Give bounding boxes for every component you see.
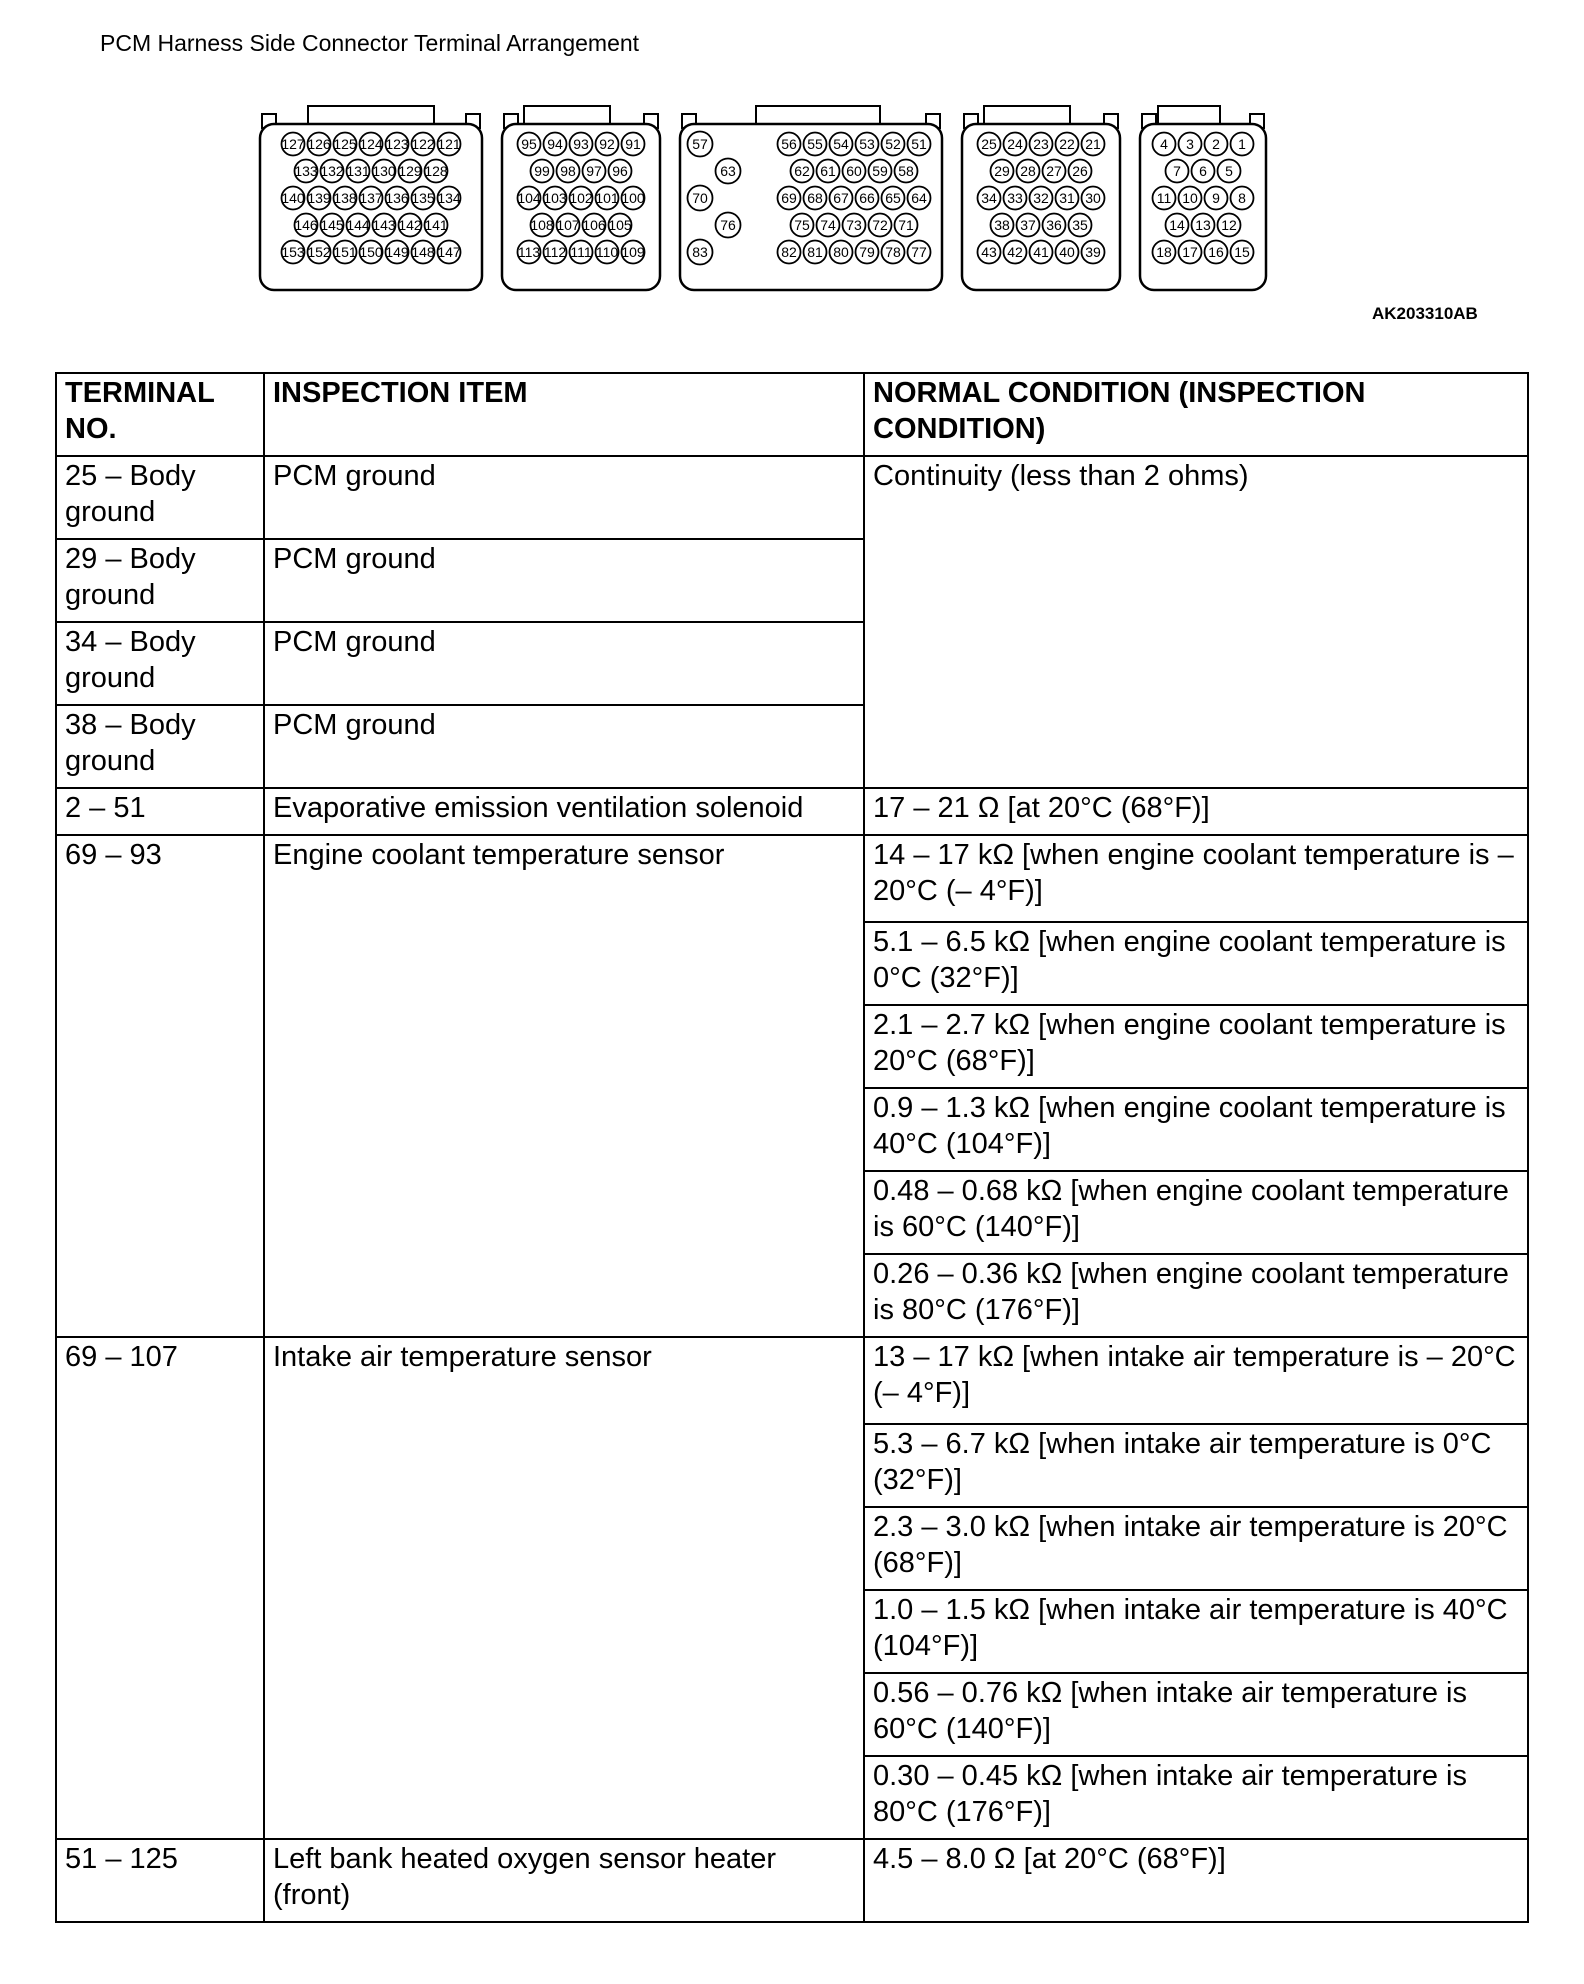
terminal-label: 42 bbox=[1007, 244, 1023, 260]
figure-code: AK203310AB bbox=[1372, 304, 1478, 323]
terminal-label: 69 bbox=[781, 190, 797, 206]
terminal-label: 40 bbox=[1059, 244, 1075, 260]
terminal-label: 2 bbox=[1212, 136, 1220, 152]
terminal-label: 83 bbox=[692, 244, 708, 260]
terminal-label: 1 bbox=[1238, 136, 1246, 152]
terminal-label: 7 bbox=[1173, 163, 1181, 179]
terminal-cell: 69 – 93 bbox=[56, 835, 264, 1337]
condition-cell: 0.56 – 0.76 kΩ [when intake air temperature is 60°C (140°F)] bbox=[864, 1673, 1528, 1756]
terminal-label: 8 bbox=[1238, 190, 1246, 206]
terminal-label: 151 bbox=[333, 244, 357, 260]
terminal-label: 104 bbox=[517, 190, 541, 206]
terminal-label: 109 bbox=[621, 244, 645, 260]
terminal-label: 35 bbox=[1072, 217, 1088, 233]
terminal-label: 111 bbox=[570, 244, 592, 260]
terminal-label: 38 bbox=[994, 217, 1010, 233]
terminal-label: 103 bbox=[543, 190, 567, 206]
terminal-label: 9 bbox=[1212, 190, 1220, 206]
terminal-label: 55 bbox=[807, 136, 823, 152]
terminal-label: 58 bbox=[898, 163, 914, 179]
item-cell: PCM ground bbox=[264, 622, 864, 705]
terminal-label: 71 bbox=[898, 217, 914, 233]
condition-cell: 2.3 – 3.0 kΩ [when intake air temperature is 20°C (68°F)] bbox=[864, 1507, 1528, 1590]
connector-tab bbox=[756, 106, 880, 124]
terminal-cell: 34 – Body ground bbox=[56, 622, 264, 705]
terminal-label: 73 bbox=[846, 217, 862, 233]
terminal-label: 3 bbox=[1186, 136, 1194, 152]
terminal-label: 43 bbox=[981, 244, 997, 260]
terminal-cell: 38 – Body ground bbox=[56, 705, 264, 788]
terminal-cell: 2 – 51 bbox=[56, 788, 264, 835]
terminal-label: 138 bbox=[333, 190, 357, 206]
terminal-label: 131 bbox=[346, 163, 370, 179]
terminal-label: 21 bbox=[1085, 136, 1101, 152]
terminal-label: 123 bbox=[385, 136, 409, 152]
table-row bbox=[56, 835, 1528, 922]
header-item: INSPECTION ITEM bbox=[264, 373, 864, 456]
terminal-label: 78 bbox=[885, 244, 901, 260]
item-cell: Intake air temperature sensor bbox=[264, 1337, 864, 1839]
terminal-label: 27 bbox=[1046, 163, 1062, 179]
condition-cell: 13 – 17 kΩ [when intake air temperature is – 20°C (– 4°F)] bbox=[864, 1337, 1528, 1424]
terminal-label: 146 bbox=[294, 217, 318, 233]
terminal-label: 98 bbox=[560, 163, 576, 179]
terminal-label: 148 bbox=[411, 244, 435, 260]
terminal-label: 132 bbox=[320, 163, 344, 179]
terminal-label: 147 bbox=[437, 244, 461, 260]
terminal-label: 63 bbox=[720, 163, 736, 179]
terminal-label: 26 bbox=[1072, 163, 1088, 179]
terminal-label: 5 bbox=[1225, 163, 1233, 179]
terminal-label: 91 bbox=[625, 136, 641, 152]
table-row bbox=[56, 1839, 1528, 1922]
terminal-label: 54 bbox=[833, 136, 849, 152]
terminal-label: 82 bbox=[781, 244, 797, 260]
terminal-label: 41 bbox=[1033, 244, 1049, 260]
condition-cell: 2.1 – 2.7 kΩ [when engine coolant temperature is 20°C (68°F)] bbox=[864, 1005, 1528, 1088]
terminal-label: 17 bbox=[1182, 244, 1198, 260]
terminal-label: 153 bbox=[281, 244, 305, 260]
terminal-label: 150 bbox=[359, 244, 383, 260]
terminal-label: 99 bbox=[534, 163, 550, 179]
terminal-label: 105 bbox=[608, 217, 632, 233]
page-title: PCM Harness Side Connector Terminal Arrangement bbox=[100, 30, 640, 56]
item-cell: PCM ground bbox=[264, 539, 864, 622]
terminal-label: 29 bbox=[994, 163, 1010, 179]
header-condition: NORMAL CONDITION (INSPECTION CONDITION) bbox=[864, 373, 1528, 456]
item-cell: Evaporative emission ventilation solenoid bbox=[264, 788, 864, 835]
condition-cell: 5.3 – 6.7 kΩ [when intake air temperature is 0°C (32°F)] bbox=[864, 1424, 1528, 1507]
terminal-label: 77 bbox=[911, 244, 927, 260]
terminal-label: 60 bbox=[846, 163, 862, 179]
condition-cell: 0.30 – 0.45 kΩ [when intake air temperature is 80°C (176°F)] bbox=[864, 1756, 1528, 1839]
terminal-cell: 29 – Body ground bbox=[56, 539, 264, 622]
item-cell: PCM ground bbox=[264, 456, 864, 539]
terminal-label: 56 bbox=[781, 136, 797, 152]
terminal-label: 12 bbox=[1221, 217, 1237, 233]
connector-tab bbox=[308, 106, 434, 124]
terminal-label: 128 bbox=[424, 163, 448, 179]
terminal-label: 74 bbox=[820, 217, 836, 233]
connector-tab bbox=[524, 106, 610, 124]
terminal-label: 70 bbox=[692, 190, 708, 206]
terminal-label: 37 bbox=[1020, 217, 1036, 233]
terminal-label: 126 bbox=[307, 136, 331, 152]
terminal-label: 95 bbox=[521, 136, 537, 152]
terminal-label: 92 bbox=[599, 136, 615, 152]
item-cell: Left bank heated oxygen sensor heater (front) bbox=[264, 1839, 864, 1922]
terminal-label: 94 bbox=[547, 136, 563, 152]
terminal-label: 135 bbox=[411, 190, 435, 206]
terminal-label: 4 bbox=[1160, 136, 1168, 152]
table-header-row bbox=[56, 373, 1528, 456]
condition-cell: 5.1 – 6.5 kΩ [when engine coolant temperature is 0°C (32°F)] bbox=[864, 922, 1528, 1005]
table-row bbox=[56, 456, 1528, 539]
terminal-label: 59 bbox=[872, 163, 888, 179]
connector-tab bbox=[984, 106, 1070, 124]
item-cell: Engine coolant temperature sensor bbox=[264, 835, 864, 1337]
terminal-label: 16 bbox=[1208, 244, 1224, 260]
terminal-label: 30 bbox=[1085, 190, 1101, 206]
inspection-table bbox=[55, 372, 1529, 1923]
condition-cell: 14 – 17 kΩ [when engine coolant temperature is – 20°C (– 4°F)] bbox=[864, 835, 1528, 922]
condition-cell: 0.26 – 0.36 kΩ [when engine coolant temperature is 80°C (176°F)] bbox=[864, 1254, 1528, 1337]
terminal-label: 141 bbox=[424, 217, 448, 233]
terminal-label: 6 bbox=[1199, 163, 1207, 179]
terminal-label: 32 bbox=[1033, 190, 1049, 206]
terminal-label: 140 bbox=[281, 190, 305, 206]
terminal-label: 67 bbox=[833, 190, 849, 206]
terminal-label: 110 bbox=[595, 244, 619, 260]
header-terminal: TERMINAL NO. bbox=[56, 373, 264, 456]
terminal-label: 143 bbox=[372, 217, 396, 233]
terminal-cell: 69 – 107 bbox=[56, 1337, 264, 1839]
condition-cell: 0.9 – 1.3 kΩ [when engine coolant temperature is 40°C (104°F)] bbox=[864, 1088, 1528, 1171]
terminal-label: 108 bbox=[530, 217, 554, 233]
terminal-cell: 51 – 125 bbox=[56, 1839, 264, 1922]
terminal-label: 51 bbox=[911, 136, 927, 152]
terminal-label: 139 bbox=[307, 190, 331, 206]
terminal-label: 24 bbox=[1007, 136, 1023, 152]
terminal-label: 13 bbox=[1195, 217, 1211, 233]
terminal-label: 152 bbox=[307, 244, 331, 260]
terminal-label: 113 bbox=[517, 244, 541, 260]
terminal-label: 134 bbox=[437, 190, 461, 206]
terminal-label: 136 bbox=[385, 190, 409, 206]
terminal-label: 65 bbox=[885, 190, 901, 206]
terminal-label: 129 bbox=[398, 163, 422, 179]
terminal-label: 96 bbox=[612, 163, 628, 179]
terminal-label: 112 bbox=[543, 244, 567, 260]
terminal-label: 34 bbox=[981, 190, 997, 206]
terminal-label: 144 bbox=[346, 217, 370, 233]
terminal-label: 102 bbox=[569, 190, 593, 206]
terminal-label: 142 bbox=[398, 217, 422, 233]
terminal-label: 39 bbox=[1085, 244, 1101, 260]
terminal-label: 11 bbox=[1156, 190, 1172, 206]
terminal-label: 137 bbox=[359, 190, 383, 206]
terminal-label: 124 bbox=[359, 136, 383, 152]
terminal-label: 25 bbox=[981, 136, 997, 152]
item-cell: PCM ground bbox=[264, 705, 864, 788]
terminal-label: 81 bbox=[807, 244, 823, 260]
terminal-label: 145 bbox=[320, 217, 344, 233]
terminal-label: 66 bbox=[859, 190, 875, 206]
terminal-label: 36 bbox=[1046, 217, 1062, 233]
terminal-cell: 25 – Body ground bbox=[56, 456, 264, 539]
terminal-label: 23 bbox=[1033, 136, 1049, 152]
connector-diagram bbox=[256, 104, 1276, 294]
terminal-label: 22 bbox=[1059, 136, 1075, 152]
condition-cell: 17 – 21 Ω [at 20°C (68°F)] bbox=[864, 788, 1528, 835]
condition-cell: Continuity (less than 2 ohms) bbox=[864, 456, 1528, 788]
terminal-label: 80 bbox=[833, 244, 849, 260]
terminal-label: 75 bbox=[794, 217, 810, 233]
terminal-label: 72 bbox=[872, 217, 888, 233]
terminal-label: 130 bbox=[372, 163, 396, 179]
terminal-label: 14 bbox=[1169, 217, 1185, 233]
terminal-label: 106 bbox=[582, 217, 606, 233]
table-row bbox=[56, 1337, 1528, 1424]
terminal-label: 149 bbox=[385, 244, 409, 260]
terminal-label: 18 bbox=[1156, 244, 1172, 260]
terminal-label: 15 bbox=[1234, 244, 1250, 260]
terminal-label: 10 bbox=[1182, 190, 1198, 206]
terminal-label: 133 bbox=[294, 163, 318, 179]
terminal-label: 107 bbox=[556, 217, 580, 233]
terminal-label: 28 bbox=[1020, 163, 1036, 179]
terminal-label: 79 bbox=[859, 244, 875, 260]
terminal-label: 52 bbox=[885, 136, 901, 152]
terminal-label: 101 bbox=[595, 190, 619, 206]
terminal-label: 53 bbox=[859, 136, 875, 152]
terminal-label: 93 bbox=[573, 136, 589, 152]
terminal-label: 61 bbox=[820, 163, 836, 179]
terminal-label: 125 bbox=[333, 136, 357, 152]
terminal-label: 64 bbox=[911, 190, 927, 206]
table-row bbox=[56, 788, 1528, 835]
terminal-label: 127 bbox=[281, 136, 305, 152]
connector-tab bbox=[1158, 106, 1220, 124]
terminal-label: 100 bbox=[621, 190, 645, 206]
terminal-label: 57 bbox=[692, 136, 708, 152]
terminal-label: 68 bbox=[807, 190, 823, 206]
terminal-label: 62 bbox=[794, 163, 810, 179]
terminal-label: 76 bbox=[720, 217, 736, 233]
terminal-label: 122 bbox=[411, 136, 435, 152]
terminal-label: 97 bbox=[586, 163, 602, 179]
condition-cell: 4.5 – 8.0 Ω [at 20°C (68°F)] bbox=[864, 1839, 1528, 1922]
terminal-label: 121 bbox=[437, 136, 461, 152]
condition-cell: 1.0 – 1.5 kΩ [when intake air temperature is 40°C (104°F)] bbox=[864, 1590, 1528, 1673]
condition-cell: 0.48 – 0.68 kΩ [when engine coolant temperature is 60°C (140°F)] bbox=[864, 1171, 1528, 1254]
terminal-label: 31 bbox=[1059, 190, 1075, 206]
terminal-label: 33 bbox=[1007, 190, 1023, 206]
